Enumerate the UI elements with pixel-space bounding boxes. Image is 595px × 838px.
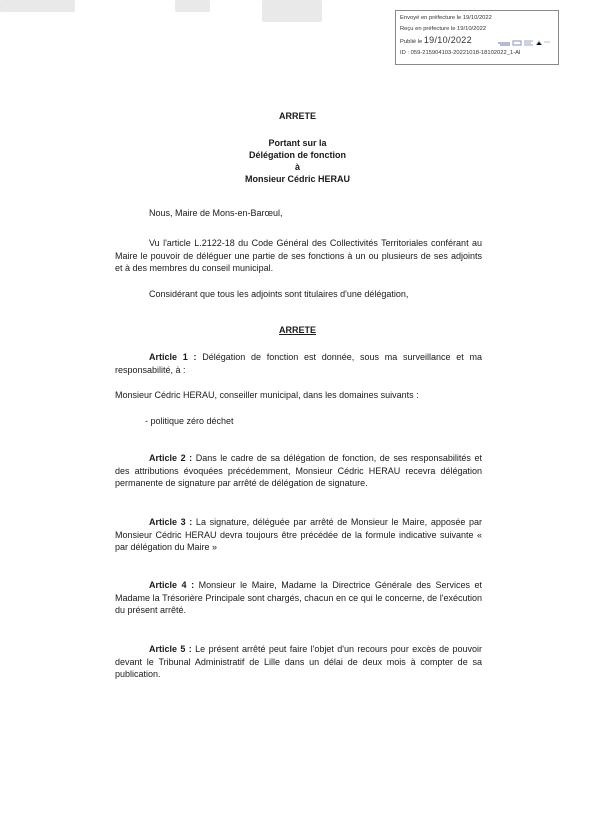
article-1 [115, 351, 482, 376]
intro-considerant [115, 288, 482, 301]
stamp-published-prefix: Publié le [400, 39, 423, 45]
article-1-label: Article 1 : [149, 352, 197, 362]
article-3 [115, 516, 482, 554]
arrete-heading: ARRETE [278, 325, 316, 335]
intro-nous [115, 207, 482, 220]
subtitle-line-1: Portant sur la [268, 138, 327, 148]
article-4-label: Article 4 : [149, 580, 195, 590]
stamp-sent: Envoyé en préfecture le 19/10/2022 [400, 15, 492, 21]
stamp-id: ID : 059-215904103-20221018-18102022_1-AI [400, 50, 521, 56]
intro-vu [115, 237, 482, 275]
article-5-label: Article 5 : [149, 644, 192, 654]
prefecture-stamp [395, 10, 559, 65]
stamp-logo-icon [496, 37, 554, 49]
article-1-text: Délégation de fonction est donnée, sous ma surveillance et ma responsabilité, à : [115, 352, 483, 375]
article-3-label: Article 3 : [149, 517, 193, 527]
beneficiary-text: Monsieur Cédric HERAU, conseiller municipal, dans les domaines suivants : [115, 390, 419, 400]
document-title: ARRETE [278, 111, 316, 121]
article-2-text: Dans le cadre de sa délégation de fonction, de ses responsabilités et des attributions évoquées précédemment, Monsieur Cédric HERAU recevra délégation permanente de signature par arrêté de délégation de signature. [115, 453, 482, 488]
domain-item [145, 415, 475, 428]
stamp-published-date: 19/10/2022 [423, 35, 472, 45]
subtitle-line-4: Monsieur Cédric HERAU [244, 174, 351, 184]
subtitle-line-3: à [294, 162, 300, 172]
article-5-text: Le présent arrêté peut faire l'objet d'un recours pour excès de pouvoir devant le Tribunal Administratif de Lille dans un délai de deux mois à compter de sa publication. [115, 644, 483, 679]
subtitle-line-2: Délégation de fonction [248, 150, 346, 160]
article-3-text: La signature, déléguée par arrêté de Monsieur le Maire, apposée par Monsieur Cédric HERAU devra toujours être précédée de la formule indicative suivante « par délégation du Maire » [115, 517, 483, 552]
article-5 [115, 643, 482, 681]
intro-vu-text: Vu l'article L.2122-18 du Code Général des Collectivités Territoriales conférant au Maire le pouvoir de déléguer une partie de ses fonctions à un ou plusieurs de ses adjoints et à des membres du conseil municipal. [115, 238, 482, 273]
beneficiary [115, 389, 482, 402]
intro-considerant-text: Considérant que tous les adjoints sont titulaires d'une délégation, [149, 289, 409, 299]
article-2 [115, 452, 482, 490]
stamp-received: Reçu en préfecture le 19/10/2022 [400, 26, 487, 32]
article-4 [115, 579, 482, 617]
scan-smudge [262, 0, 322, 22]
article-2-label: Article 2 : [149, 453, 193, 463]
scan-smudge [0, 0, 75, 12]
article-4-text: Monsieur le Maire, Madame la Directrice Générale des Services et Madame la Trésorière Principale sont chargés, chacun en ce qui le concerne, de l'exécution du présent arrêté. [115, 580, 482, 615]
intro-nous-text: Nous, Maire de Mons-en-Barœul, [149, 208, 283, 218]
scan-smudge [175, 0, 210, 12]
domain-item-text: - politique zéro déchet [145, 416, 234, 426]
